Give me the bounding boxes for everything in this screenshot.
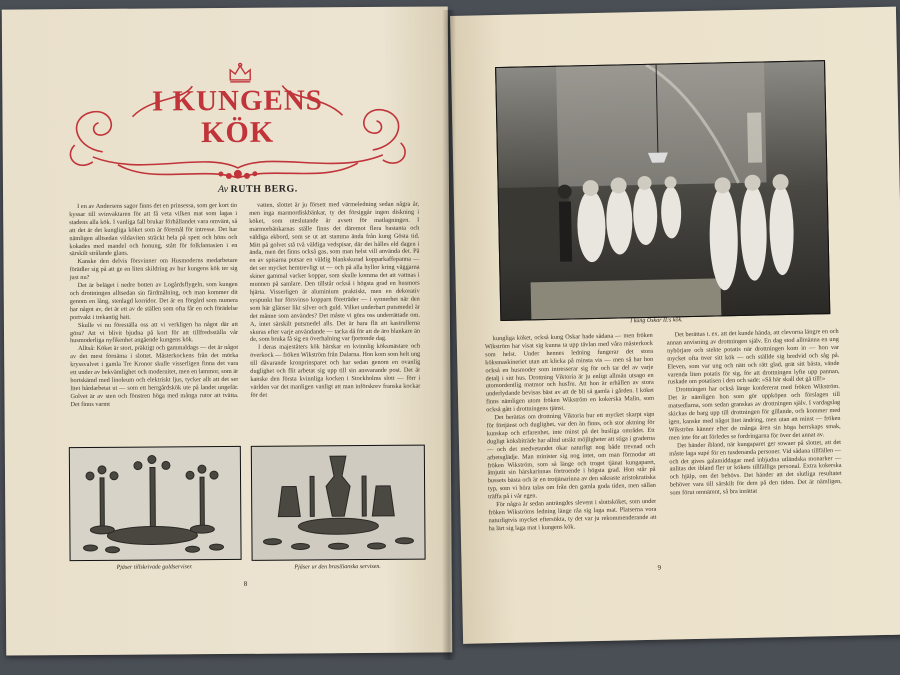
page-number: 9 <box>657 563 662 572</box>
crown-icon <box>227 62 253 84</box>
title-ornament <box>62 55 413 187</box>
candelabra-icon <box>70 447 241 560</box>
page-number: 8 <box>243 579 248 588</box>
paragraph: Det är beläget i nedre botten av Logårdsflygeln, som kungen och drottningen alltsedan sin färdmålning, och man kommer dit genom en lång, stenlagd korridor. Det är en förgård som numera har något av, det är ett av de ställen som ofta får en och förädelse portvakt i trekantig hatt. <box>69 280 238 321</box>
byline <box>218 184 298 196</box>
book-gutter <box>442 10 456 660</box>
paragraph: I en av Andersens sagor finns det en prinsessa, som ger kort tio kyssar till svinvaktaren för att få veta vilken mat som lagas i stadens alla kök. I vanliga fall brukar förhållandet vara omvänt, så att det är det kungliga köket som är föremål för intresse. Det har nämligen alltsedan vildaviten sträckt hela på spett och höns och kokades med mandel och honung, stått för folkfantasien i en särskilt strålande glans. <box>69 201 238 258</box>
byline-prefix: Av <box>217 183 229 196</box>
paragraph: Skulle vi nu föreställa oss att vi verkligen ha något där att göra? Att vi blivit bjudna på kort för att tillfredsställa vår husmoderliga nyfikenhet angående kungens kök. <box>69 320 239 345</box>
paragraph: Drottningen har också länge konfererat med fröken Wikström. Det är nämligen hon som gör uppköpen och förslagen till matsedlarna, som sedan granskas av drottningen själv. I vardagslag skickas de barg upp till drottningen för gillande, och kommer med igen, kanske med något litet ändring, men utan att minst — fröken Wikström känner efter de många åren sin höga herrskaps smak, men inte för att förledes se fordringarna för över det annat av. <box>667 383 841 442</box>
kitchen-photo <box>495 60 830 321</box>
right-page <box>450 7 900 644</box>
byline-author: RUTH BERG. <box>230 183 298 195</box>
paragraph: kungliga köket, också kung Oskar hade sådana — men fröken Wikström har visat sig kunna ta upp tävlan med våra mästerkock som helst. Under hennes ledning fungerar det stora köksmaskineriet utan att klicka på minsta vis — men så har hon också en husmoder som intresserar sig för och tar del av varje detalj i sitt hus. Drottning Viktoria är ju enligt allmän utsago en utomordentlig matmor och husfru. Att hon är erhållen av stora underlydande bevisas bäst av att de bli så gamla i gården. I köket finns nämligen utom fröken Wikström en kokerska Malin, som också gått i drottningens tjänst. <box>484 331 655 414</box>
left-page <box>2 6 452 655</box>
silver-service-photo-1 <box>69 446 242 561</box>
silver-service-photo-2 <box>251 445 426 561</box>
left-column-1 <box>69 202 239 437</box>
paragraph: Det berättas om drottning Viktoria hur ett mycket skarpt sign för förtjänst och duglighet, var den än finns, och stor aktning för kunskap och erfarenhet, inte minst på det husliga området. Ett dugligt köksbiträde har alltid utsikt möjligheter att stiga i graderna — och det medvetandet ökar naturligt nog både trevnad och arbetsglädje. Man minister sig nog intet, om man förmodar att fröken Wikström, som så länge och troget tjänat kungaparet, åtnjutit sin härskarinnas förtroende i högsta grad. Hon står på bussets bästa och är en trotjänarinna av den säkraste aristokratiska typ, som vi höra talas om från den gamla goda tiden, men sällan träffa på i vår egen. <box>486 410 656 501</box>
paragraph: I deras majestäters kök härskar en kvinnlig köksmästare och överkock — fröken Wikström från Dalarna. Hon kom som helt ung till dåvarande kronprinsparet och har sedan genom en ovanlig duglighet och flit arbetat sig upp till sin ansvarande post. Det är kanske den första kvinnliga kocken i Stockholms slott — förr i världen var det manligen vanligt att man införskrev franska kockar för det <box>250 342 421 399</box>
article-title: I KUNGENS <box>151 84 323 118</box>
royal-kitchen-photo-icon <box>496 61 829 320</box>
photo-caption: Pjäser ur den brasilianska servisen. <box>294 563 381 571</box>
right-column-1 <box>485 332 658 563</box>
paragraph: Kanske den delvis försvinner om Husmoderns medarbetare förädler sig på att ge en liten skildring av hur kungens kök ter sig just nu? <box>69 257 238 282</box>
paragraph: Det berättas t. ex. att det kunde hända, att clevorna längre en och annan anvisning av drottningen själv. En dag stod allmänna en ung nybörjare och stekte potatis när drottningen kom in — hon var mycket ofta över sitt kök — och ställde sig bredvid och såg på. Eleven, som var ung och nätt och rätt glad, grät sitt bästa, vände varenda liten potatis för sig, för att drottningen lyfte upp pannan, ruskade om potatisen i den och sade: »Så här skall det gå till!» <box>666 327 840 386</box>
paragraph: Det händer ibland, när kungaparet ger sowaer på slottet, att det måste laga supé för en tusdenanda personer. Vid sådana tillfällen — och det gives galamiddagar med inbjudna utländska monarker — anlitas det ibland fler ur kökets tillfälliga personal. Extra kokerska och hjälp, om det behövs. Det händer att det slutliga resultatet behöver vara till särskilt för dem på den tiden. Det är nämligen, som förut omnämnt, så bra inrättat <box>669 438 842 497</box>
ornate-vessels-icon <box>252 446 425 560</box>
article-title-kok: KÖK <box>200 115 275 150</box>
left-column-2 <box>249 201 421 436</box>
photo-caption: I kung Oskar II:s kök. <box>630 317 683 325</box>
paragraph: vatten, slottet är ju försett med värmeledning sedan några år, men inga marmordiskbänkar, ty det försiggår ingen diskning i köket, som uteslutande är avsett för matlagningen. I marmorbänkarnas ställe finns det däremot flera bastanta och väldiga ekbord, som se ut att stamma ända från kung Gösta tid. Mitt på golvet stå två väldiga vedspisar, där det hålles eld dagen i ända, men det finns också gas, som man helst vill använda det. På en av spisarna putsar en väldig blankskurad kopparkaffepanna — det ser mycket hemtrevligt ut — och på alla hyllor kring väggarna skiner gammal vacker koppar, som skulle komma det att vattnas i munnen på samlare. Den tillstår också i högsta grad en husmors hjärta. Visserligen är aluminium praktiskt, men en dekorativ syspunkt hur försvinso kopparn företräder — i synnerhet när den som här glänser likt silver och guld. Vilket underbart putsmedel är det månne som användes? Det måste vi göra oss underrättade om. A, intet särskilt putsmedel alls. Det är bara flit att kastrullerna skuras efter varje användande — tacka då för att de äro blankare än de, som bruka få sig en överhalning var fjortonde dag. <box>249 200 421 344</box>
paragraph: För några år sedan anträngdes slevent i slottsköket, som under fröken Wikströms ledning länge råa sig laga mat. Platserna vora naturligtvis mycket eftersökta, ty det var ju rekommenderande att ha lärt sig laga mat i kungens kök. <box>488 497 657 533</box>
paragraph: Alltså: Köket är stort, präktigt och gammaldags — det är något av det mest förnäma i slottet. Mästerkockens från det mörka kryssvalvet i gamla Tre Kronor skulle visserligen finna det vara ett under av bekvämlighet och modernitet, men en lammor, som är bortskämd med linoleum och elektriskt ljus, tycker allt att det ser litet hårdarbetat ut — som ett herrgårdskök ute på landet ungefär. Golvet är av sten och fönstren höga med många rutor att tvätta. Det finns varmt <box>70 344 239 408</box>
right-column-2 <box>667 328 844 560</box>
photo-caption: Pjäser tillskrivade guldserviser. <box>116 564 193 571</box>
